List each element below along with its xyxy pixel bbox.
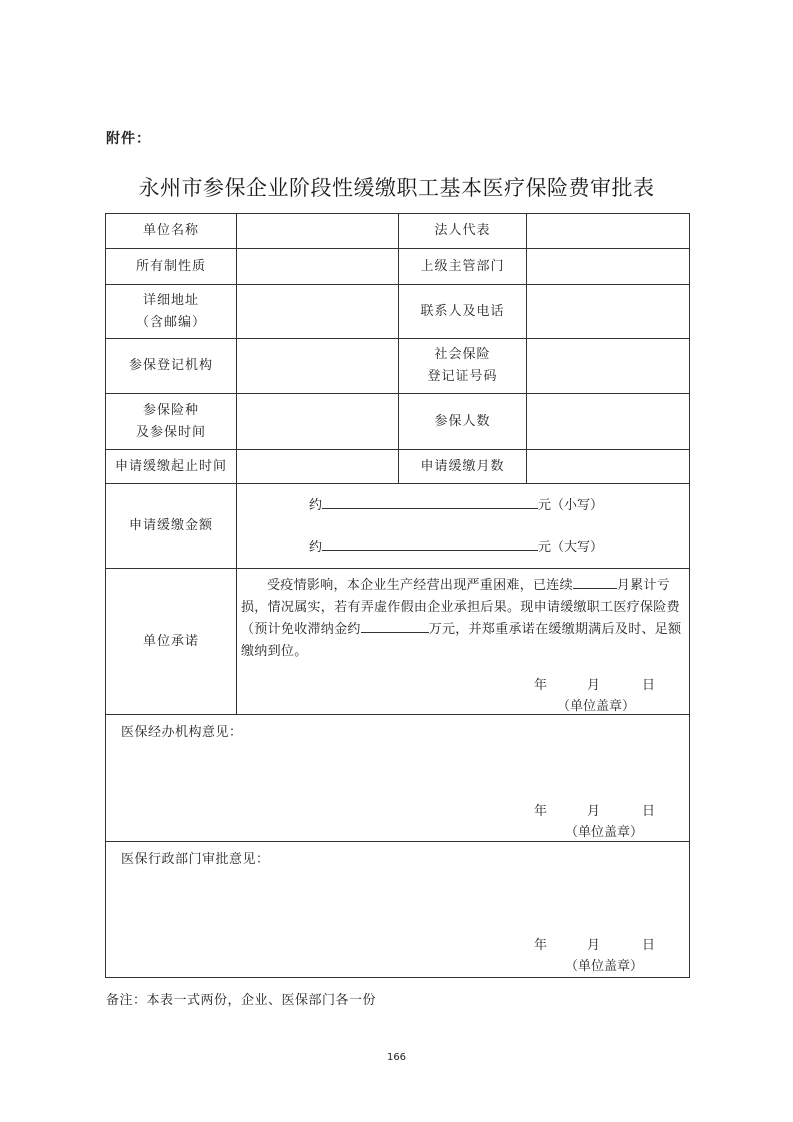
address-label-line1: 详细地址 (142, 292, 199, 308)
page-number: 166 (386, 1052, 407, 1063)
admin-opinion-cell[interactable] (106, 842, 690, 978)
insurance-type-field[interactable] (237, 394, 399, 450)
approx-big: 约 (309, 540, 323, 555)
ss-reg-line1: 社会保险 (434, 347, 491, 362)
defer-period-label: 申请缓缴起止时间 (106, 450, 237, 484)
defer-amount-cell (237, 484, 690, 569)
admin-seal: （单位盖章） (564, 959, 643, 974)
unit-name-field[interactable] (237, 214, 399, 249)
form-title: 永州市参保企业阶段性缓缴职工基本医疗保险费审批表 (138, 176, 655, 200)
defer-amount-label: 申请缓缴金额 (106, 484, 237, 569)
insurance-type-line1: 参保险种 (142, 402, 199, 418)
reg-agency-label: 参保登记机构 (106, 339, 237, 394)
amount-big-blank[interactable] (322, 536, 538, 551)
amount-small-line (309, 494, 603, 513)
promise-date: 年 月 日 (533, 678, 655, 693)
admin-date: 年 月 日 (533, 938, 655, 953)
promise-seal: （单位盖章） (556, 699, 635, 714)
amount-big-line (309, 536, 603, 555)
address-field[interactable] (237, 285, 399, 339)
insured-count-field[interactable] (527, 394, 690, 450)
agency-opinion-cell[interactable] (106, 715, 690, 842)
yuan-small-label: 元（小写） (538, 498, 604, 513)
promise-label: 单位承诺 (106, 569, 237, 715)
approval-form-table (105, 213, 690, 978)
attachment-label: 附件： (106, 131, 151, 147)
amount-small-blank[interactable] (322, 494, 538, 509)
insured-count-label: 参保人数 (399, 394, 527, 450)
ownership-label: 所有制性质 (106, 249, 237, 285)
address-label-line2: （含邮编） (135, 314, 206, 330)
ownership-field[interactable] (237, 249, 399, 285)
reg-agency-field[interactable] (237, 339, 399, 394)
insurance-type-label (106, 394, 237, 450)
promise-cell (237, 569, 690, 715)
defer-months-label: 申请缓缴月数 (399, 450, 527, 484)
contact-field[interactable] (527, 285, 690, 339)
agency-opinion-label: 医保经办机构意见： (121, 725, 243, 740)
late-fee-blank[interactable] (361, 620, 429, 633)
ss-reg-number-field[interactable] (527, 339, 690, 394)
promise-text: 受疫情影响，本企业生产经营出现严重困难，已连续 月累计亏损，情况属实，若有弄虚作假由企业承担后果。现申请缓缴职工医疗保险费（预计免收滞纳金约 万元，并郑重承诺在缓缴期满后及时、足额缴纳到位。 (241, 578, 682, 659)
footnote: 备注：本表一式两份，企业、医保部门各一份 (106, 993, 377, 1008)
legal-rep-label: 法人代表 (399, 214, 527, 249)
agency-seal: （单位盖章） (564, 825, 643, 840)
yuan-big-label: 元（大写） (538, 540, 604, 555)
insurance-type-line2: 及参保时间 (135, 424, 206, 440)
address-label (106, 285, 237, 339)
superior-dept-label: 上级主管部门 (399, 249, 527, 285)
admin-opinion-label: 医保行政部门审批意见： (121, 852, 270, 867)
ss-reg-number-label (399, 339, 527, 394)
unit-name-label: 单位名称 (106, 214, 237, 249)
approx-small: 约 (309, 498, 323, 513)
months-blank[interactable] (573, 576, 617, 589)
agency-date: 年 月 日 (533, 804, 655, 819)
defer-months-field[interactable] (527, 450, 690, 484)
ss-reg-line2: 登记证号码 (427, 369, 498, 384)
superior-dept-field[interactable] (527, 249, 690, 285)
legal-rep-field[interactable] (527, 214, 690, 249)
defer-period-field[interactable] (237, 450, 399, 484)
contact-label: 联系人及电话 (399, 285, 527, 339)
